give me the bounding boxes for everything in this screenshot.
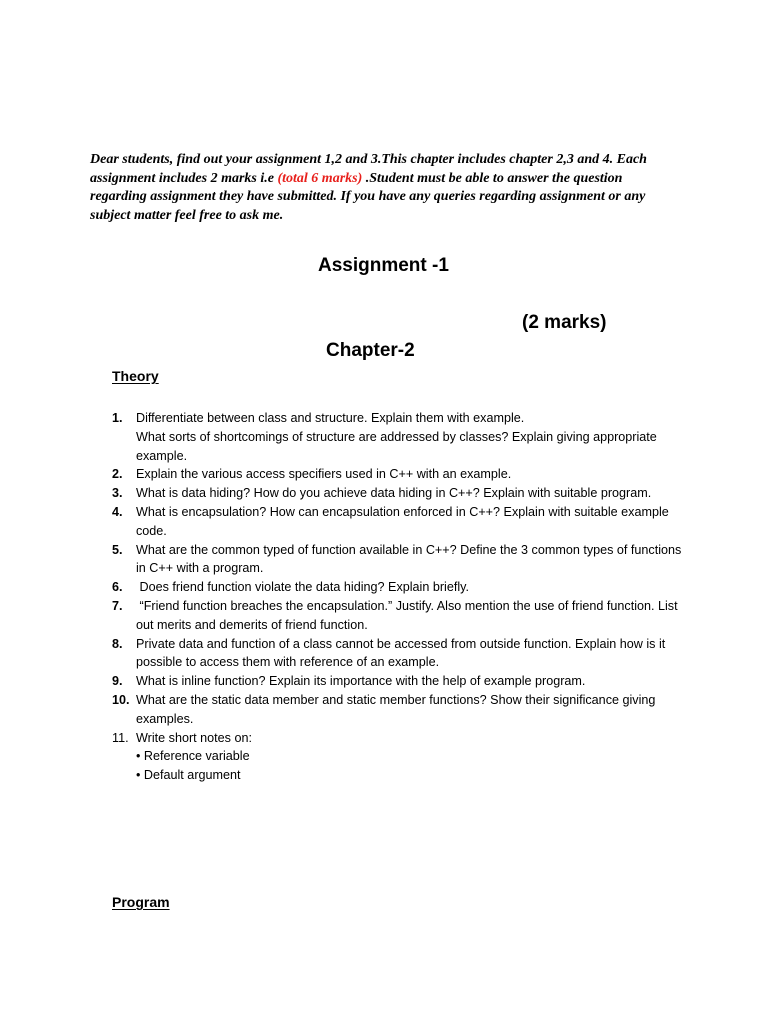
- program-heading: Program: [112, 894, 170, 910]
- question-text: What is inline function? Explain its importance with the help of example program.: [136, 674, 586, 689]
- question-text: What is encapsulation? How can encapsulation enforced in C++? Explain with suitable example code.: [136, 504, 669, 538]
- list-item: [112, 729, 692, 785]
- intro-text-end: .Student must be able to answer the question regarding assignment they have submitted. If you have any queries regarding assignment or any subject matter feel free to ask me.: [90, 170, 646, 223]
- list-item: [112, 409, 692, 465]
- question-number: 1.: [112, 411, 123, 425]
- note-item-reference-variable: • Reference variable: [136, 749, 250, 764]
- list-item: [112, 691, 692, 729]
- question-list: [112, 409, 692, 785]
- chapter-title: Chapter-2: [326, 340, 415, 361]
- question-text: What is data hiding? How do you achieve data hiding in C++? Explain with suitable program.: [136, 486, 652, 501]
- assignment-title: Assignment -1: [318, 255, 449, 276]
- question-number: 5.: [112, 542, 123, 557]
- list-item: [112, 503, 692, 541]
- question-extra-text: What sorts of shortcomings of structure are addressed by classes? Explain giving appropriate example.: [136, 429, 657, 463]
- question-number: 10.: [112, 692, 130, 707]
- question-text: Explain the various access specifiers used in C++ with an example.: [136, 467, 512, 482]
- question-number: 7.: [112, 598, 123, 613]
- marks-label: (2 marks): [522, 312, 607, 333]
- question-number: 11.: [112, 730, 129, 745]
- question-number: 4.: [112, 504, 123, 519]
- list-item: [112, 578, 692, 597]
- question-number: 2.: [112, 467, 123, 482]
- list-item: [112, 541, 692, 579]
- list-item: [112, 672, 692, 691]
- theory-heading: Theory: [112, 368, 159, 384]
- list-item: [112, 597, 692, 635]
- question-text: Private data and function of a class cannot be accessed from outside function. Explain how is it possible to access them with reference of an example.: [136, 636, 666, 670]
- note-item-default-argument: • Default argument: [136, 768, 241, 783]
- question-text: Differentiate between class and structure. Explain them with example.: [136, 411, 525, 425]
- intro-paragraph: [90, 151, 680, 225]
- intro-text-start: Dear students, find out your assignment 1,2 and 3.This chapter includes chapter 2,3 and 4. Each assignment includes 2 marks i.e: [90, 152, 647, 186]
- question-text: What are the common typed of function available in C++? Define the 3 common types of functions in C++ with a program.: [136, 542, 682, 576]
- question-text: Does friend function violate the data hiding? Explain briefly.: [136, 580, 470, 595]
- question-number: 6.: [112, 580, 123, 595]
- question-number: 3.: [112, 486, 123, 501]
- question-text: “Friend function breaches the encapsulation.” Justify. Also mention the use of friend function. List out merits and demerits of friend function.: [136, 598, 682, 632]
- list-item: [112, 465, 692, 484]
- question-number: 8.: [112, 636, 123, 651]
- question-number: 9.: [112, 674, 123, 689]
- question-text: What are the static data member and static member functions? Show their significance giving examples.: [136, 692, 656, 726]
- intro-highlight: (total 6 marks): [277, 170, 363, 186]
- question-text: Write short notes on:: [136, 730, 252, 745]
- list-item: [112, 484, 692, 503]
- list-item: [112, 635, 692, 673]
